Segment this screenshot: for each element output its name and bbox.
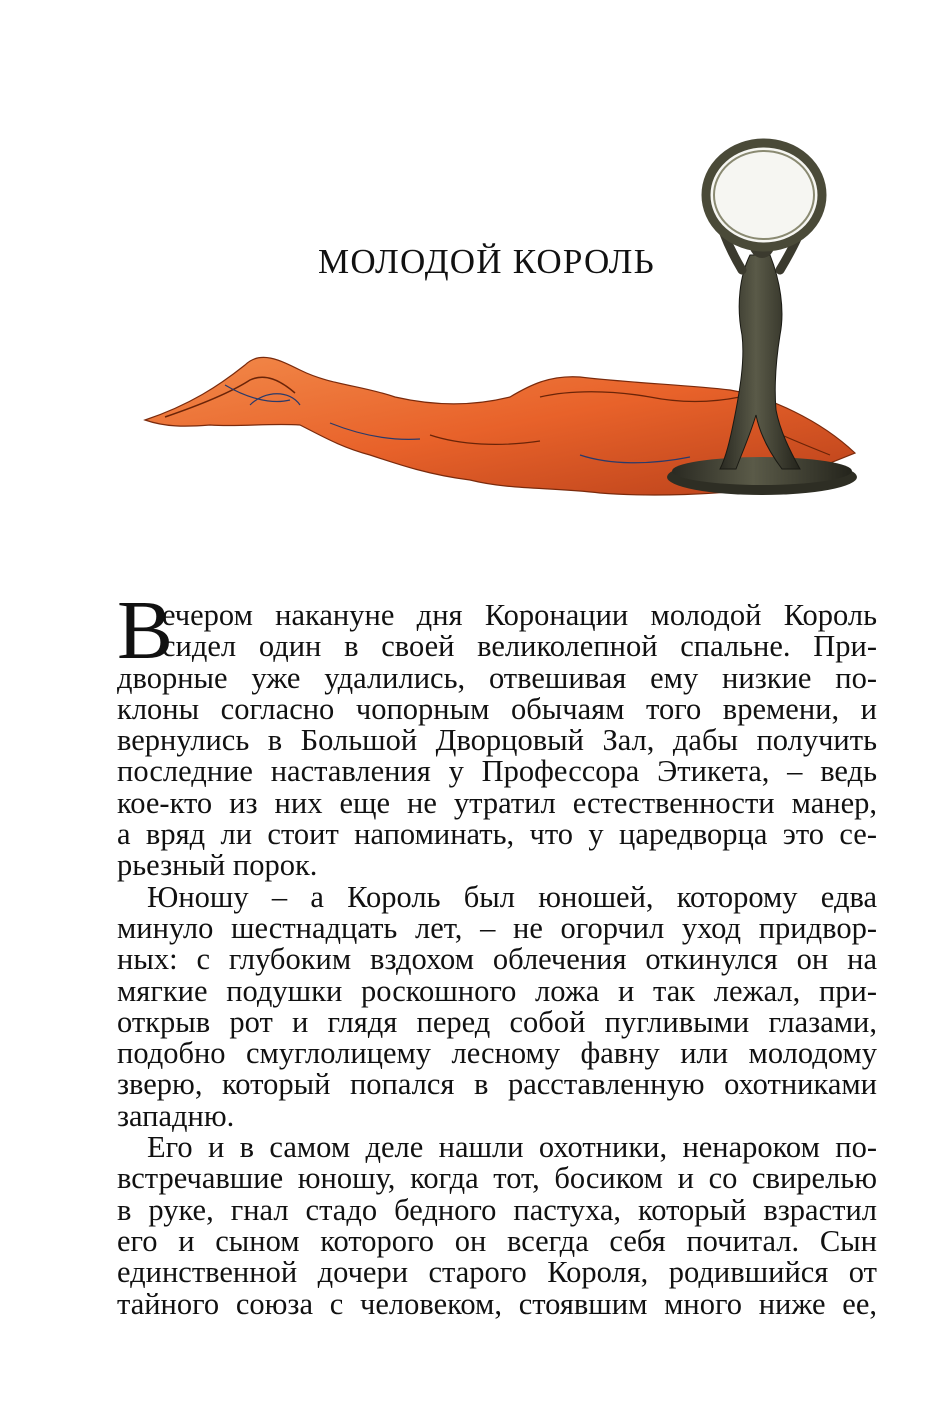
story-text xyxy=(117,584,877,1321)
text-line: открыв рот и глядя перед собой пугливыми глазами, xyxy=(117,1004,877,1039)
drop-cap: В xyxy=(117,584,174,677)
text-line: ечером накануне дня Коронации молодой Король xyxy=(162,598,877,632)
text-line: кое-кто из них еще не утратил естественности манер, xyxy=(117,785,877,820)
text-line: Его и в самом деле нашли охотники, ненароком по- xyxy=(147,1130,877,1165)
text-line: западню. xyxy=(117,1098,235,1133)
text-line: сидел один в своей великолепной спальне. При- xyxy=(162,629,877,664)
text-line: его и сыном которого он всегда себя почитал. Сын xyxy=(117,1223,877,1258)
text-line: дворные уже удалились, отвешивая ему низкие по- xyxy=(117,660,877,695)
text-line: единственной дочери старого Короля, родившийся от xyxy=(117,1255,877,1290)
text-line: рьезный порок. xyxy=(117,848,318,883)
text-line: вернулись в Большой Дворцовый Зал, дабы получить xyxy=(117,723,877,758)
text-line: последние наставления у Профессора Этикета, – ведь xyxy=(117,754,877,789)
text-line: встречавшие юношу, когда тот, босиком и со свирелью xyxy=(117,1161,877,1196)
text-line: подобно смуглолицему лесному фавну или молодому xyxy=(117,1036,877,1071)
paragraph-3 xyxy=(117,1132,877,1320)
text-line: ных: с глубоким вздохом облечения откинулся он на xyxy=(117,942,877,977)
text-line: Юношу – а Король был юношей, которому едва xyxy=(147,879,877,914)
paragraph-1 xyxy=(117,600,877,882)
text-line: клоны согласно чопорным обычаям того времени, и xyxy=(117,691,877,726)
statue-on-cloth-icon xyxy=(130,135,870,535)
text-line: тайного союза с человеком, стоявшим много ниже ее, xyxy=(117,1286,877,1321)
text-line: зверю, который попался в расставленную охотниками xyxy=(117,1067,877,1102)
text-line: минуло шестнадцать лет, – не огорчил уход придвор- xyxy=(117,910,877,945)
text-line: а вряд ли стоит напоминать, что у царедворца это се- xyxy=(117,817,877,852)
paragraph-2 xyxy=(117,879,877,1133)
page-title: МОЛОДОЙ КОРОЛЬ xyxy=(318,242,655,281)
text-line: в руке, гнал стадо бедного пастуха, который взрастил xyxy=(117,1192,877,1227)
text-line: мягкие подушки роскошного ложа и так лежал, при- xyxy=(117,973,877,1008)
